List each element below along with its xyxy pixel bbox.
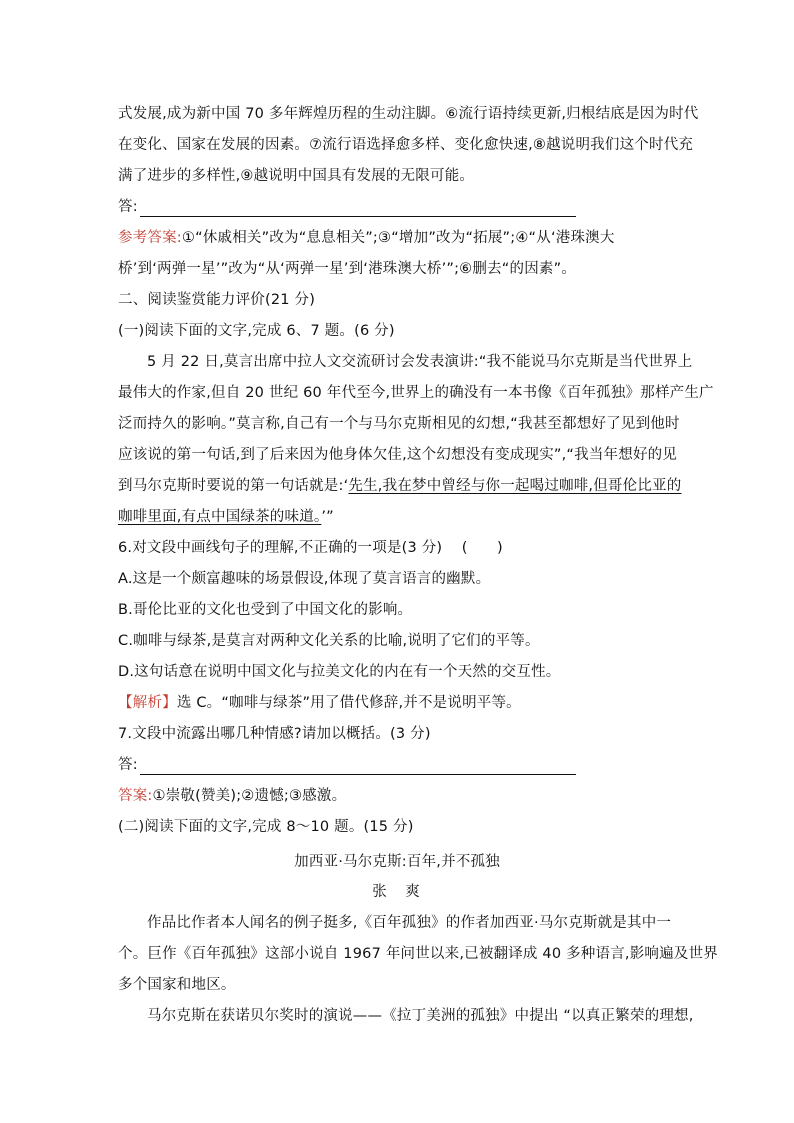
underlined-sentence: 先生,我在梦中曾经与你一起喝过咖啡,但哥伦比亚的 [348,478,682,494]
answer-key-line [118,786,678,806]
analysis-text: 选 C。“咖啡与绿茶”用了借代修辞,并不是说明平等。 [176,695,521,711]
answer-key-text: ①崇敬(赞美);②遗憾;③感激。 [152,788,347,804]
answer-line [118,755,678,775]
prev-passage-line: 满了进步的多样性,⑨越说明中国具有发展的无限可能。 [118,168,475,184]
question-stem: 6.对文段中画线句子的理解,不正确的一项是(3 分) ( ) [118,540,503,556]
prev-passage-line: 式发展,成为新中国 70 多年辉煌历程的生动注脚。⑥流行语持续更新,归根结底是因为时代 [118,106,699,122]
prev-passage-line: 在变化、国家在发展的因素。⑦流行语选择愈多样、变化愈快速,⑧越说明我们这个时代充 [118,137,694,153]
option-a: A.这是一个颇富趣味的场景假设,体现了莫言语言的幽默。 [118,571,491,587]
passage-line: 多个国家和地区。 [118,977,236,993]
analysis-label: 【解析】 [118,695,177,711]
passage-line: 个。巨作《百年孤独》这部小说自 1967 年问世以来,已被翻译成 40 多种语言,影响遍及世界 [118,946,718,962]
answer-key-label: 答案: [118,788,153,804]
passage-line [118,507,678,527]
question-stem: 7.文段中流露出哪几种情感?请加以概括。(3 分) [118,726,431,742]
reference-answer-label: 参考答案: [118,230,182,246]
passage-line [118,476,682,496]
answer-label: 答: [118,757,138,773]
reference-answer-line: 桥’到‘两弹一星’”改为“从‘两弹一星’到‘港珠澳大桥’”;⑥删去“的因素”。 [118,261,577,277]
article-author: 张 爽 [372,884,422,900]
part-title: (二)阅读下面的文字,完成 8～10 题。(15 分) [118,819,414,835]
passage-line: 作品比作者本人闻名的例子挺多,《百年孤独》的作者加西亚·马尔克斯就是其中一 [147,915,672,931]
reference-answer-text: ①“休戚相关”改为“息息相关”;③“增加”改为“拓展”;④“从‘港珠澳大 [181,230,615,246]
passage-text: 到马尔克斯时要说的第一句话就是:‘ [118,478,349,494]
answer-blank[interactable] [140,202,576,217]
passage-line: 最伟大的作家,但自 20 世纪 60 年代至今,世界上的确没有一本书像《百年孤独》那样产生广 [118,385,714,401]
option-d: D.这句话意在说明中国文化与拉美文化的内在有一个天然的交互性。 [118,664,561,680]
answer-label: 答: [118,199,138,215]
option-c: C.咖啡与绿茶,是莫言对两种文化关系的比喻,说明了它们的平等。 [118,633,540,649]
reference-answer-line [118,228,678,248]
underlined-sentence: 咖啡里面,有点中国绿茶的味道。 [118,509,322,525]
passage-line: 马尔克斯在获诺贝尔奖时的演说——《拉丁美洲的孤独》中提出 “以真正繁荣的理想, [147,1008,694,1024]
answer-blank[interactable] [140,760,576,775]
passage-line: 应该说的第一句话,到了后来因为他身体欠佳,这个幻想没有变成现实”,“我当年想好的见 [118,447,678,463]
answer-line [118,197,678,217]
section-title: 二、阅读鉴赏能力评价(21 分) [118,292,316,308]
article-title: 加西亚·马尔克斯:百年,并不孤独 [294,854,500,870]
passage-line: 5 月 22 日,莫言出席中拉人文交流研讨会发表演讲:“我不能说马尔克斯是当代世界上 [147,354,693,370]
part-title: (一)阅读下面的文字,完成 6、7 题。(6 分) [118,323,395,339]
analysis-line [118,693,678,713]
passage-line: 泛而持久的影响。”莫言称,自己有一个与马尔克斯相见的幻想,“我甚至都想好了见到他时 [118,416,680,432]
passage-text: ’” [321,509,334,525]
option-b: B.哥伦比亚的文化也受到了中国文化的影响。 [118,602,413,618]
